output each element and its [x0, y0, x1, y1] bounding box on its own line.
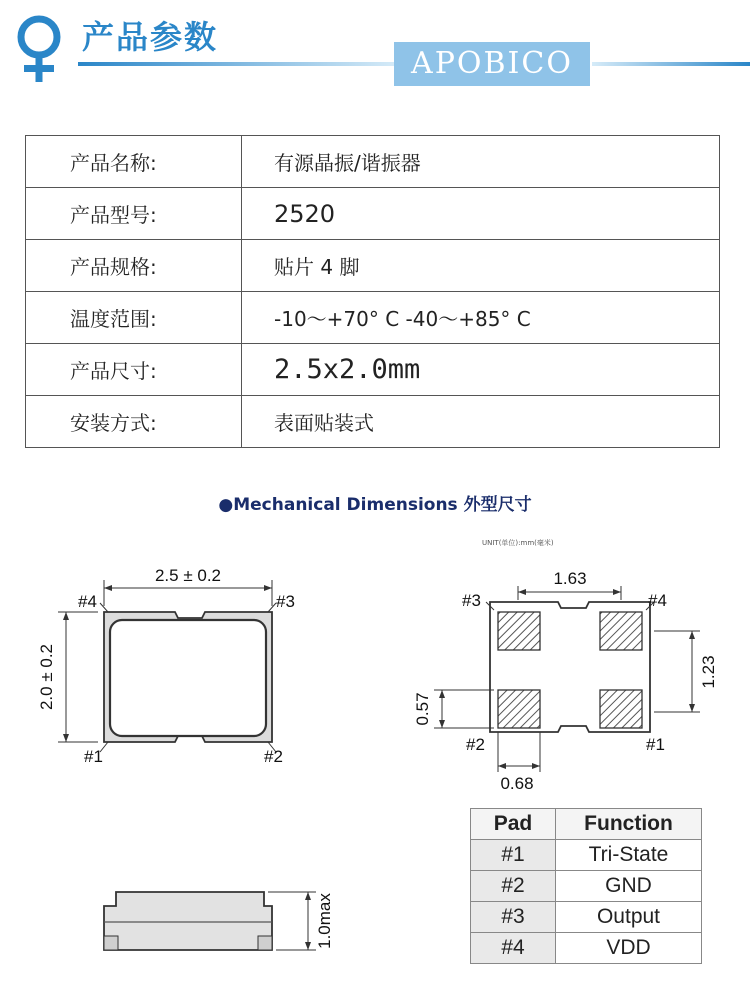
brand-logo: APOBICO	[394, 42, 590, 86]
mechanical-dimensions-title: ●Mechanical Dimensions 外型尺寸	[218, 495, 532, 515]
pad-size-v-label: 0.57	[413, 692, 432, 726]
top-height-label: 2.0 ± 0.2	[37, 643, 56, 711]
table-row	[471, 933, 702, 964]
pad-cell: #3	[471, 902, 556, 933]
pin-label: #2	[264, 747, 283, 766]
param-value: -10～+70° C -40～+85° C	[242, 292, 720, 344]
pad-height-label: 1.23	[699, 655, 718, 689]
bottom-view	[413, 569, 718, 793]
table-header-row	[471, 809, 702, 840]
pin-label: #1	[646, 735, 665, 754]
param-label: 温度范围:	[26, 292, 242, 344]
pin-label: #3	[276, 592, 295, 611]
function-cell: Output	[556, 902, 702, 933]
function-cell: VDD	[556, 933, 702, 964]
max-height-label: 1.0max	[315, 893, 334, 949]
table-row	[471, 902, 702, 933]
param-label: 产品尺寸:	[26, 344, 242, 396]
pad-3	[498, 612, 540, 650]
pad-spacing-label: 1.63	[553, 569, 587, 588]
param-value: 有源晶振/谐振器	[242, 136, 720, 188]
pin-label: #2	[466, 735, 485, 754]
column-header: Pad	[471, 809, 556, 840]
param-label: 产品型号:	[26, 188, 242, 240]
param-value: 2.5x2.0mm	[242, 344, 720, 396]
param-label: 产品规格:	[26, 240, 242, 292]
param-label: 安装方式:	[26, 396, 242, 448]
param-value: 贴片 4 脚	[242, 240, 720, 292]
table-row	[471, 840, 702, 871]
pin-label: #1	[84, 747, 103, 766]
pad-function-table	[470, 808, 702, 964]
pin-label: #4	[78, 592, 97, 611]
pad-cell: #2	[471, 871, 556, 902]
unit-note: UNIT(单位):mm(毫米)	[482, 539, 554, 547]
function-cell: GND	[556, 871, 702, 902]
pin-label: #3	[462, 591, 481, 610]
pad-size-h-label: 0.68	[500, 774, 534, 793]
function-cell: Tri-State	[556, 840, 702, 871]
pad-1	[600, 690, 642, 728]
param-value: 表面贴装式	[242, 396, 720, 448]
pad-2	[498, 690, 540, 728]
param-label: 产品名称:	[26, 136, 242, 188]
pad-4	[600, 612, 642, 650]
param-value: 2520	[242, 188, 720, 240]
column-header: Function	[556, 809, 702, 840]
side-view	[104, 892, 334, 950]
table-row	[471, 871, 702, 902]
pin-label: #4	[648, 591, 667, 610]
pad-cell: #1	[471, 840, 556, 871]
top-view	[37, 566, 295, 766]
top-width-label: 2.5 ± 0.2	[154, 566, 222, 585]
page-title: 产品参数	[82, 18, 219, 56]
pad-cell: #4	[471, 933, 556, 964]
